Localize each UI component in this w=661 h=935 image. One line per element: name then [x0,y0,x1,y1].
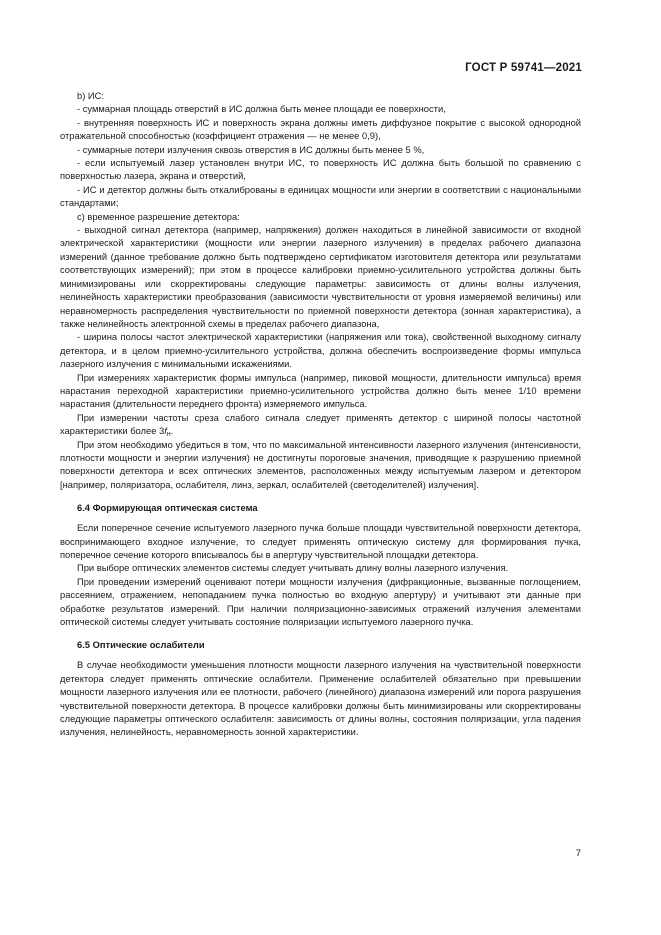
paragraph: - внутренняя поверхность ИС и поверхность экрана должны иметь диффузное покрытие с высокой однородной отражательной способностью (коэффициент отражения — не менее 0,9), [60,117,581,142]
paragraph [60,412,581,439]
paragraph: - если испытуемый лазер установлен внутри ИС, то поверхность ИС должна быть большой по сравнению с поверхностью лазера, экрана и отверстий, [60,158,581,182]
document-id-header: ГОСТ Р 59741—2021 [465,62,582,74]
section-heading-6-5: 6.5 Оптические ослабители [77,640,205,651]
page-number: 7 [575,848,581,859]
paragraph: При этом необходимо убедиться в том, что по максимальной интенсивности лазерного излучения (интенсивности, плотности мощности и энергии излучения) не достигнуты пороговые значения, приводящие к разрушению приемной поверхности детектора и всех оптических элементов, расположенных между испытуемым лазером и детектором [например, поляризатора, ослабителя, линз, зеркал, ослабителей (светоделителей) излучения]. [60,439,581,490]
section-heading-6-4: 6.4 Формирующая оптическая система [77,503,258,514]
paragraph: - ИС и детектор должны быть откалиброваны в единицах мощности или энергии в соответствии с национальными стандартами; [60,184,581,209]
paragraph: При выборе оптических элементов системы следует учитывать длину волны лазерного излучения. [77,563,509,574]
paragraph: В случае необходимости уменьшения плотности мощности лазерного излучения на чувствительной поверхности детектора следует применять оптические ослабители. Применение ослабителей обязательно при превышении мощности лазерного излучения или ее плотности, рабочего (линейного) диапазона измерений или порога разрушения чувствительной поверхности детектора. В процессе калибровки должны быть минимизированы или скорректированы следующие параметры оптического ослабителя: зависимость от длины волны, состояния поляризации, угла падения излучения, нелинейность, неравномерность зонной характеристики. [60,660,581,738]
paragraph: При проведении измерений оценивают потери мощности излучения (дифракционные, вызванные поглощением, рассеянием, отражением, непопаданием пучка полностью во входную апертуру) и учитывают эти данные при обработке результатов измерений. При наличии поляризационно-зависимых отражений излучения элементами оптической системы следует учитывать состояние поляризации испытуемого лазерного пучка. [60,576,581,628]
frequency-symbol: f [164,426,167,437]
paragraph: - ширина полосы частот электрической характеристики (напряжения или тока), свойственной выходному сигналу детектора, и в целом приемно-усилительного устройства, должна обеспечить воспроизведение формы импульса лазерного излучения с минимальными искажениями. [60,332,581,370]
paragraph: - выходной сигнал детектора (например, напряжения) должен находиться в линейной зависимости от входной электрической характеристики (мощности или энергии лазерного излучения) в пределах рабочего диапазона измерений (данное требование должно быть подтверждено сертификатом изготовителя детектора или результатами соответствующих измерений); при этом в процессе калибровки приемно-усилительного устройства должны быть минимизированы или скорректированы следующие параметры: зависимость от длины волны излучения, нелинейность характеристики преобразования (зависимости чувствительности от уровня измеряемой величины) или неравномерность распределения чувствительности по приемной поверхности детектора (зонная характеристика), а также нелинейность электронной схемы в пределах рабочего диапазона, [60,225,581,329]
paragraph-text: При измерении частоты среза слабого сигнала следует применять детектор с шириной полосы частотной характеристики более 3 [60,412,581,437]
paragraph: - суммарные потери излучения сквозь отверстия в ИС должны быть менее 5 %, [77,144,425,155]
paragraph: При измерениях характеристик формы импульса (например, пиковой мощности, длительности импульса) время нарастания переходной характеристики приемно-усилительного устройства должно быть менее 1/10 времени нарастания (длительности переднего фронта) измеряемого импульса. [60,372,581,410]
frequency-subscript: н [166,431,171,439]
paragraph: - суммарная площадь отверстий в ИС должна быть менее площади ее поверхности, [77,104,446,115]
document-body [60,90,581,740]
paragraph-end: . [170,426,174,437]
list-item-b: b) ИС: [77,91,104,101]
paragraph: Если поперечное сечение испытуемого лазерного пучка больше площади чувствительной поверхности детектора, воспринимающего входное излучение, то следует применять оптическую систему для формирования пучка, поперечное сечение которого вписывалось бы в апертуру чувствительной площадки детектора. [60,523,581,560]
list-item-c: с) временное разрешение детектора: [77,211,240,222]
